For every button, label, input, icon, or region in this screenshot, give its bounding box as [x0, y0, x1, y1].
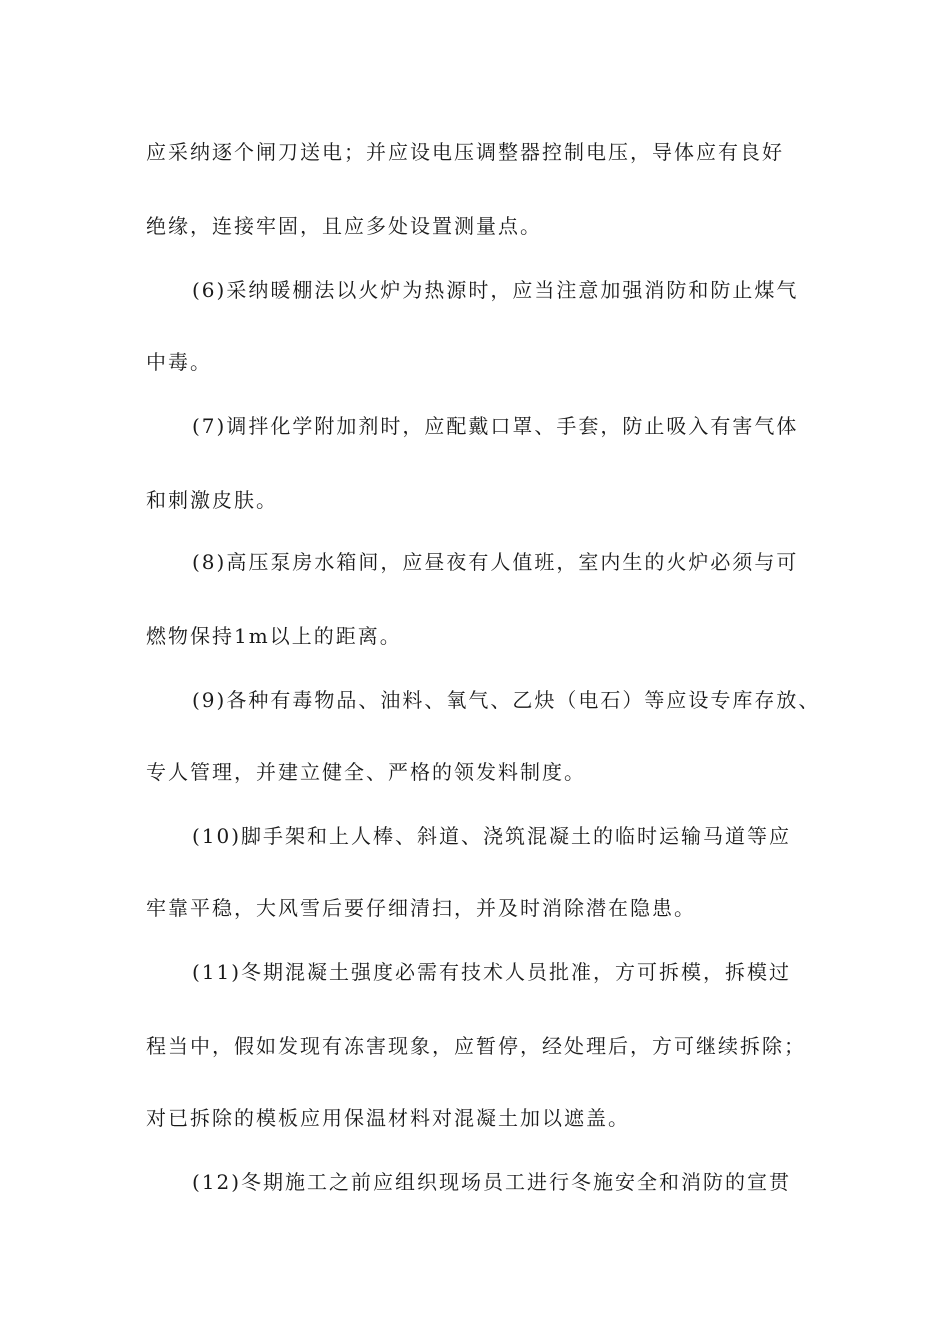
- paragraph-item-6: (6)采纳暖棚法以火炉为热源时，应当注意加强消防和防止煤气: [192, 278, 799, 302]
- paragraph-item-11: (11)冬期混凝土强度必需有技术人员批准，方可拆模，拆模过: [192, 960, 792, 984]
- text-line: 燃物保持1m以上的距离。: [146, 624, 402, 648]
- text-line: 中毒。: [146, 350, 212, 374]
- paragraph-item-7: (7)调拌化学附加剂时，应配戴口罩、手套，防止吸入有害气体: [192, 414, 799, 438]
- text-line: 对已拆除的模板应用保温材料对混凝土加以遮盖。: [146, 1106, 630, 1130]
- paragraph-item-8: (8)高压泵房水箱间，应昼夜有人值班，室内生的火炉必须与可: [192, 550, 799, 574]
- text-line: 和刺激皮肤。: [146, 488, 278, 512]
- paragraph-item-12: (12)冬期施工之前应组织现场员工进行冬施安全和消防的宣贯: [192, 1170, 792, 1194]
- text-line: 专人管理，并建立健全、严格的领发料制度。: [146, 760, 586, 784]
- paragraph-item-9: (9)各种有毒物品、油料、氧气、乙炔（电石）等应设专库存放、: [192, 688, 821, 712]
- text-line: 牢靠平稳，大风雪后要仔细清扫，并及时消除潜在隐患。: [146, 896, 696, 920]
- text-line: 绝缘，连接牢固，且应多处设置测量点。: [146, 214, 542, 238]
- paragraph-item-10: (10)脚手架和上人棒、斜道、浇筑混凝土的临时运输马道等应: [192, 824, 792, 848]
- text-line: 应采纳逐个闸刀送电；并应设电压调整器控制电压，导体应有良好: [146, 140, 784, 164]
- text-line: 程当中，假如发现有冻害现象，应暂停，经处理后，方可继续拆除；: [146, 1034, 806, 1058]
